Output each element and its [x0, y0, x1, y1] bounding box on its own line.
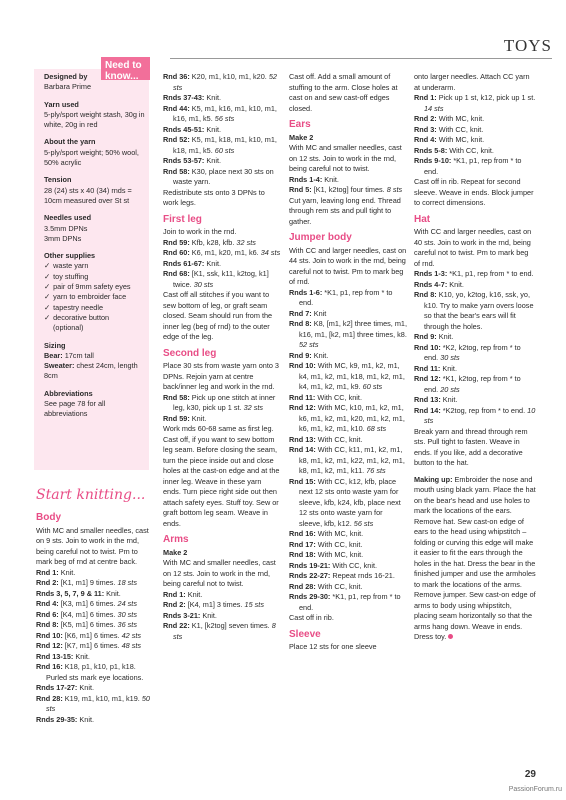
sleeve-intro-cont: onto larger needles. Attach CC yarn at underarm.: [414, 72, 530, 92]
jumper-end: Cast off in rib.: [289, 613, 334, 622]
instruction-row: [36, 694, 152, 715]
ears-make: Make 2: [289, 132, 314, 142]
ears-heading: Ears: [289, 119, 311, 130]
instruction-row: [289, 309, 407, 320]
row-text: With MC, knit.: [315, 550, 364, 559]
bear-label: Bear:: [44, 350, 63, 360]
bear-size: 17cm tall: [64, 350, 94, 360]
row-label: Rnd 68:: [163, 269, 190, 278]
instruction-row: [163, 104, 281, 125]
jumper-intro: With CC and larger needles, cast on 44 sts. Join to work in the rnd, being careful not to twist. Pm to mark beg of rnd.: [289, 245, 407, 286]
stitch-count: 52 sts: [173, 72, 277, 92]
stitch-count: 10 sts: [424, 405, 536, 425]
sweater-size: chest 24cm, length 8cm: [44, 361, 138, 381]
instruction-row: [414, 125, 536, 136]
row-label: Rnd 12:: [414, 374, 441, 383]
row-text: Knit.: [311, 350, 329, 360]
instruction-row: [289, 540, 407, 551]
supply-note: (optional): [53, 323, 84, 333]
row-label: Rnds 19-21:: [289, 560, 331, 570]
row-text: With MC, k10, m1, k2, m1, k6, m1, k2, m1, k20, m1, k2, m1, k6, m1, k2, m1, k10.: [299, 403, 405, 433]
sizing-bear: [44, 351, 148, 361]
row-text: With CC, knit.: [315, 581, 363, 591]
stitch-count: 42 sts: [121, 630, 142, 640]
row-text: Knit.: [204, 124, 222, 134]
row-text: Repeat rnds 16-21.: [330, 571, 395, 580]
row-text: With CC, knit.: [447, 145, 494, 155]
row-text: Knit.: [200, 610, 217, 620]
row-text: K1, [k2tog] seven times.: [189, 621, 272, 630]
row-text: With CC, k12, kfb, place next 12 sts onto waste yarn for sleeve, kfb, k24, kfb, place next 12 sts onto waste yarn for sleeve, kfb, k12.: [299, 476, 401, 528]
row-label: Rnds 1-6:: [289, 287, 323, 297]
about-yarn-heading: About the yarn: [44, 137, 96, 147]
stitch-count: 36 sts: [117, 620, 137, 629]
row-text: Knit: [311, 308, 327, 318]
row-text: With MC, knit.: [436, 114, 485, 123]
instruction-row: [289, 582, 407, 593]
instruction-row: [163, 156, 281, 167]
second-leg-end: Work mds 60-68 same as first leg. Cast off, if you want to sew bottom leg seam. Before closing the seam, turn the piece inside out and close holes at the cast-on edge and at the inner leg. Weave in these yarn ends. Turn piece right side out then attach safety eyes. Stuff toy. Sew or graft bottom leg seam. Weave in ends.: [163, 424, 280, 528]
instruction-row: [414, 406, 536, 427]
row-label: Rnd 52:: [163, 135, 190, 144]
stitch-count: 34 sts: [260, 248, 281, 257]
row-label: Rnds 22-27:: [289, 571, 331, 580]
row-text: With MC, k9, m1, k2, m1, k4, m1, k2, m1, k18, m1, k2, m1, k4, m1, k2, m1, k9.: [299, 361, 405, 391]
instruction-row: [289, 175, 407, 186]
abbreviations: See page 78 for all abbreviations: [44, 399, 106, 419]
instruction-row: [414, 364, 536, 375]
row-text: K18, p1, k10, p1, k18. Purled sts mark eye locations.: [46, 662, 144, 682]
body-heading: Body: [36, 512, 61, 523]
row-label: Rnd 36:: [163, 72, 190, 81]
row-label: Rnds 5-8:: [414, 145, 448, 155]
column-1: [36, 513, 152, 725]
stitch-count: 52 sts: [299, 340, 319, 349]
row-text: [K1, m1] 9 times.: [58, 578, 118, 587]
making-up-label: Making up:: [414, 474, 453, 484]
instruction-row: [289, 319, 407, 351]
row-label: Rnd 14:: [414, 405, 441, 415]
row-label: Rnds 45-51:: [163, 124, 205, 134]
row-label: Rnd 13-15:: [36, 651, 74, 661]
instruction-row: [414, 114, 536, 125]
row-label: Rnd 16:: [36, 662, 63, 671]
stitch-count: 48 sts: [121, 641, 142, 650]
row-text: K30, place next 30 sts on waste yarn.: [173, 166, 274, 186]
first-leg-heading: First leg: [163, 213, 202, 225]
instruction-row: [289, 445, 407, 477]
stitch-count: 8 sts: [173, 621, 276, 641]
row-text: *K1, p1, rep from * to end.: [299, 287, 393, 307]
making-up: [414, 475, 536, 643]
watermark: PassionForum.ru: [508, 786, 562, 793]
instruction-row: [36, 620, 152, 631]
page-number: 29: [524, 769, 536, 780]
stitch-count: 60 sts: [214, 145, 235, 155]
row-text: With MC, knit.: [315, 529, 364, 538]
body-intro: With MC and smaller needles, cast on 9 sts. Join to work in the rnd, being careful not to twist. Pm to mark beg of rnd at centre back.: [36, 525, 149, 566]
row-text: Knit.: [189, 413, 207, 423]
designed-by-heading: Designed by: [44, 72, 88, 81]
instruction-row: [163, 167, 281, 188]
row-text: K20, m1, k10, m1, k20.: [189, 72, 269, 81]
row-label: Rnd 9:: [414, 332, 437, 341]
row-text: Knit.: [77, 714, 95, 724]
row-label: Rnd 8:: [36, 620, 59, 629]
hat-intro: With CC and larger needles, cast on 40 sts. Join to work in the rnd, being careful not to twist. Pm to mark beg of rnd.: [414, 227, 532, 268]
instruction-row: [289, 477, 407, 530]
instruction-row: [414, 146, 536, 157]
row-text: With MC, knit.: [436, 135, 485, 144]
row-label: Rnds 3, 5, 7, 9 & 11:: [36, 588, 105, 598]
arms-make: Make 2: [163, 547, 188, 557]
ears-intro: With MC and smaller needles, cast on 12 sts. Join to work in the rnd, being careful not to twist.: [289, 143, 402, 173]
row-text: *K2, k2tog, rep from * to end.: [424, 342, 521, 362]
row-label: Rnds 4-7:: [414, 279, 448, 289]
redistribute-text: Redistribute sts onto 3 DPNs to work legs.: [163, 187, 265, 207]
row-label: Rnd 9:: [289, 350, 312, 360]
row-text: K6, m1, k20, m1, k6.: [189, 248, 261, 257]
row-label: Rnd 4:: [414, 135, 437, 144]
row-label: Rnds 29-30:: [289, 592, 331, 601]
row-label: Rnds 1-3:: [414, 269, 448, 278]
row-label: Rnd 8:: [289, 319, 312, 328]
row-text: Knit.: [77, 683, 95, 692]
instruction-row: [414, 343, 536, 364]
row-label: Rnds 1-4:: [289, 174, 323, 184]
row-label: Rnd 17:: [289, 539, 316, 549]
row-label: Rnds 29-35:: [36, 714, 78, 724]
instruction-row: [163, 248, 281, 259]
supply-item: ✓ decorative button: [44, 313, 148, 323]
stitch-count: 56 sts: [353, 518, 374, 528]
row-label: Rnd 59:: [163, 237, 190, 247]
instruction-row: [414, 332, 536, 343]
row-label: Rnd 10:: [289, 361, 316, 370]
row-text: Knit.: [322, 174, 339, 184]
instruction-row: [289, 529, 407, 540]
row-text: With CC, knit.: [315, 392, 362, 402]
other-supplies-heading: Other supplies: [44, 251, 96, 261]
instruction-row: [414, 290, 536, 332]
stitch-count: 30 sts: [193, 279, 214, 289]
row-label: Rnd 58:: [163, 166, 190, 176]
row-label: Rnd 22:: [163, 621, 190, 630]
row-label: Rnd 1:: [36, 567, 59, 577]
row-label: Rnd 15:: [289, 476, 316, 486]
row-text: Knit.: [73, 651, 90, 661]
instruction-row: [289, 288, 407, 309]
row-text: K5, m1, k18, m1, k10, m1, k18, m1, k5.: [173, 135, 277, 155]
section-rule: [170, 58, 552, 59]
instruction-row: [163, 125, 281, 136]
instruction-row: [163, 135, 281, 156]
instruction-row: [414, 93, 536, 114]
stitch-count: 15 sts: [244, 600, 264, 609]
instruction-row: [289, 561, 407, 572]
stitch-count: 14 sts: [424, 103, 444, 113]
instruction-row: [36, 578, 152, 589]
row-text: Knit.: [440, 395, 458, 404]
supply-item: ✓ pair of 9mm safety eyes: [44, 282, 148, 292]
tension: 28 (24) sts x 40 (34) rnds = 10cm measured over St st: [44, 185, 132, 205]
row-text: Knit.: [58, 567, 76, 577]
row-text: With CC, knit.: [436, 124, 484, 134]
row-label: Rnd 3:: [414, 124, 437, 134]
sleeve-end: Cast off in rib. Repeat for second sleeve. Weave in ends. Block jumper to correct dimensions.: [414, 177, 534, 207]
hat-heading: Hat: [414, 213, 431, 225]
sizing-heading: Sizing: [44, 340, 66, 350]
column-3: [289, 72, 407, 653]
stitch-count: 50 sts: [46, 693, 150, 713]
row-label: Rnd 16:: [289, 529, 316, 538]
row-text: K8, [m1, k2] three times, m1, k16, m1, [k2, m1] three times, k8.: [299, 319, 408, 339]
stitch-count: 32 sts: [236, 237, 256, 247]
instruction-row: [163, 393, 281, 414]
row-label: Rnds 9-10:: [414, 156, 452, 165]
row-label: Rnd 12:: [36, 641, 63, 650]
about-yarn: 5-ply/sport weight; 50% wool, 50% acrylic: [44, 147, 139, 168]
instruction-row: [414, 135, 536, 146]
row-label: Rnd 7:: [289, 308, 312, 318]
instruction-row: [163, 238, 281, 249]
row-text: K5, m1, k16, m1, k10, m1, k16, m1, k5.: [173, 103, 277, 123]
jumper-heading: Jumper body: [289, 232, 352, 243]
instruction-row: [289, 435, 407, 446]
row-label: Rnd 14:: [289, 445, 316, 454]
instruction-row: [36, 610, 152, 621]
instruction-row: [36, 599, 152, 610]
instruction-row: [36, 568, 152, 579]
row-text: Pick up 1 st, k12, pick up 1 st.: [436, 93, 536, 102]
start-knitting-heading: Start knitting...: [36, 487, 146, 503]
instruction-row: [289, 361, 407, 393]
row-label: Rnd 60:: [163, 248, 190, 257]
stitch-count: 20 sts: [440, 384, 460, 394]
supply-item: ✓ tapestry needle: [44, 303, 148, 313]
row-text: [K4, m1] 3 times.: [185, 600, 245, 609]
row-label: Rnd 10:: [414, 342, 441, 352]
stitch-count: 68 sts: [366, 424, 387, 433]
row-text: *K1, p1, rep from * to end.: [447, 269, 534, 278]
row-text: Knit.: [185, 589, 203, 599]
row-text: Knit.: [204, 93, 222, 102]
needles-item: 3mm DPNs: [44, 233, 82, 243]
row-text: Knit.: [204, 258, 222, 268]
row-label: Rnds 37-43:: [163, 93, 205, 102]
section-title: TOYS: [503, 36, 552, 55]
stitch-count: 30 sts: [440, 353, 460, 362]
row-text: Knit.: [436, 332, 454, 341]
row-label: Rnd 6:: [36, 609, 59, 619]
row-label: Rnd 10:: [36, 630, 63, 640]
row-label: Rnd 28:: [36, 693, 63, 703]
stitch-count: 60 sts: [362, 382, 383, 391]
row-text: With CC, k11, m1, k2, m1, k8, m1, k2, m1, k22, m1, k2, m1, k8, m1, k2, m1, k11.: [299, 445, 405, 475]
instruction-row: [163, 72, 281, 93]
needles-item: 3.5mm DPNs: [44, 223, 88, 233]
arms-intro: With MC and smaller needles, cast on 12 sts. Join to work in the rnd, being careful not to twist.: [163, 558, 276, 588]
stitch-count: 24 sts: [117, 599, 137, 608]
instruction-row: [163, 621, 281, 642]
row-text: *K2tog, rep from * to end.: [440, 405, 528, 415]
row-text: Knit.: [104, 588, 121, 598]
instruction-row: [414, 156, 536, 177]
row-text: Pick up one stitch at inner leg, k30, pick up 1 st.: [173, 392, 276, 412]
instruction-row: [36, 641, 152, 652]
row-text: Knit.: [204, 156, 222, 165]
row-label: Rnd 8:: [414, 290, 437, 299]
supply-item: ✓ toy stuffing: [44, 272, 148, 282]
row-label: Rnd 2:: [36, 578, 59, 587]
row-label: Rnd 13:: [414, 395, 441, 404]
yarn-used: 5-ply/sport weight stash, 30g in white, 20g in red: [44, 109, 145, 130]
instruction-row: [414, 374, 536, 395]
row-text: Knit.: [447, 279, 464, 289]
row-text: [K7, m1] 6 times.: [62, 641, 122, 650]
instruction-row: [163, 93, 281, 104]
instruction-row: [36, 589, 152, 600]
instruction-row: [36, 652, 152, 663]
row-label: Rnd 2:: [414, 114, 437, 123]
instruction-row: [163, 414, 281, 425]
stitch-count: 56 sts: [214, 114, 235, 123]
row-text: [K1, ssk, k11, k2tog, k1] twice.: [173, 269, 269, 289]
row-label: Rnd 18:: [289, 550, 316, 559]
row-text: [K6, m1] 6 times.: [62, 630, 122, 640]
need-to-know-content: [44, 72, 148, 420]
row-label: Rnd 12:: [289, 403, 316, 412]
designer: Barbara Prime: [44, 82, 92, 92]
row-label: Rnd 5:: [289, 185, 312, 194]
sleeve-intro: Place 12 sts for one sleeve: [289, 642, 377, 651]
row-label: Rnd 2:: [163, 600, 186, 609]
stitch-count: 30 sts: [117, 609, 137, 619]
stitch-count: 32 sts: [243, 403, 264, 412]
end-mark-icon: [448, 634, 453, 639]
instruction-row: [289, 393, 407, 404]
row-label: Rnd 1:: [163, 589, 186, 599]
row-text: K19, m1, k10, m1, k19.: [62, 693, 142, 703]
row-text: *K1, p1, rep from * to end.: [424, 156, 522, 176]
instruction-row: [36, 683, 152, 694]
sleeve-heading: Sleeve: [289, 628, 321, 640]
row-label: Rnds 17-27:: [36, 683, 78, 692]
row-text: K10, yo, k2tog, k16, ssk, yo, k10. Try to make yarn overs loose so that the bear's ears will fit through the holes.: [424, 290, 534, 331]
supply-item: ✓ yarn to embroider face: [44, 292, 148, 302]
first-leg-intro: Join to work in the rnd.: [163, 227, 237, 236]
instruction-row: [163, 590, 281, 601]
row-label: Rnd 58:: [163, 392, 190, 402]
row-text: With CC, knit.: [315, 539, 363, 549]
instruction-row: [289, 592, 407, 613]
instruction-row: [163, 269, 281, 290]
stitch-count: 76 sts: [366, 466, 386, 475]
row-label: Rnd 28:: [289, 581, 316, 591]
arms-heading: Arms: [163, 534, 189, 545]
row-label: Rnds 53-57:: [163, 156, 205, 165]
instruction-row: [36, 662, 152, 683]
row-text: Kfb, k28, kfb.: [189, 237, 237, 247]
instruction-row: [289, 550, 407, 561]
row-text: *K1, k2tog, rep from * to end.: [424, 374, 521, 394]
column-2: [163, 72, 281, 642]
first-leg-end: Cast off all stitches if you want to sew bottom of leg, or graft seam closed. Seam should run from the inner leg (beg of rnd) to the outer edge of the leg.: [163, 290, 273, 341]
stitch-count: 8 sts: [386, 185, 403, 194]
row-label: Rnd 59:: [163, 413, 190, 423]
row-label: Rnds 3-21:: [163, 610, 201, 620]
making-up-text: Embroider the nose and mouth using black yarn. Place the hat on the bear's head and use holes to mark the locations of the ears. Remove hat. Sew cast-on edge of ears to the head using whipstitch – folding or curving this edge will make it easier to fit the ears through the holes in the hat. Dress the bear in the finished jumper and use the armholes to mark the locations of the arms. Remove jumper. Sew cast-on edge of arms to body using whipstitch, placing seam horizontally so that the arms hang down. Weave in ends. Dress toy.: [414, 474, 536, 641]
ears-end: Cut yarn, leaving long end. Thread through rem sts and pull tight to gather.: [289, 195, 401, 226]
supply-item: ✓ waste yarn: [44, 261, 148, 271]
row-text: *K1, p1, rep from * to end.: [299, 592, 401, 612]
row-label: Rnd 4:: [36, 599, 59, 608]
column-4: [414, 72, 536, 643]
row-label: Rnd 44:: [163, 103, 190, 113]
row-text: [K4, m1] 6 times.: [58, 609, 118, 619]
row-text: [K3, m1] 6 times.: [58, 599, 118, 608]
row-label: Rnds 61-67:: [163, 258, 205, 268]
instruction-row: [414, 395, 536, 406]
instruction-row: [289, 403, 407, 435]
row-text: Knit.: [440, 363, 457, 373]
second-leg-heading: Second leg: [163, 347, 217, 359]
row-label: Rnd 1:: [414, 93, 437, 102]
instruction-row: [163, 611, 281, 622]
row-text: [K5, m1] 6 times.: [58, 620, 118, 629]
instruction-row: [414, 280, 536, 291]
row-text: With CC, knit.: [315, 434, 363, 444]
stitch-count: 18 sts: [117, 578, 137, 587]
instruction-row: [289, 185, 407, 196]
second-leg-intro: Place 30 sts from waste yarn onto 3 DPNs. Rejoin yarn at centre back/inner leg and work in the rnd.: [163, 361, 279, 391]
instruction-row: [36, 715, 152, 726]
instruction-row: [414, 269, 536, 280]
row-text: With CC, knit.: [330, 560, 377, 570]
row-label: Rnd 11:: [414, 363, 441, 373]
instruction-row: [289, 571, 407, 582]
yarn-used-heading: Yarn used: [44, 99, 79, 109]
sweater-label: Sweater:: [44, 361, 75, 371]
hat-end: Break yarn and thread through rem sts. Pull tight to fasten. Weave in ends. If you like, add a decorative button to the hat.: [414, 426, 528, 467]
instruction-row: [36, 631, 152, 642]
arms-castoff: Cast off. Add a small amount of stuffing to the arm. Close holes at cast on and sew cast-off edges closed.: [289, 72, 398, 113]
needles-heading: Needles used: [44, 213, 92, 223]
abbreviations-heading: Abbreviations: [44, 388, 93, 398]
row-label: Rnd 11:: [289, 392, 316, 402]
row-text: [K1, k2tog] four times.: [311, 185, 387, 194]
sizing-sweater: [44, 361, 148, 382]
tension-heading: Tension: [44, 175, 72, 185]
instruction-row: [163, 259, 281, 270]
instruction-row: [289, 351, 407, 362]
row-label: Rnd 13:: [289, 434, 316, 444]
instruction-row: [163, 600, 281, 611]
need-to-know-tag: Need to know...: [101, 57, 150, 80]
